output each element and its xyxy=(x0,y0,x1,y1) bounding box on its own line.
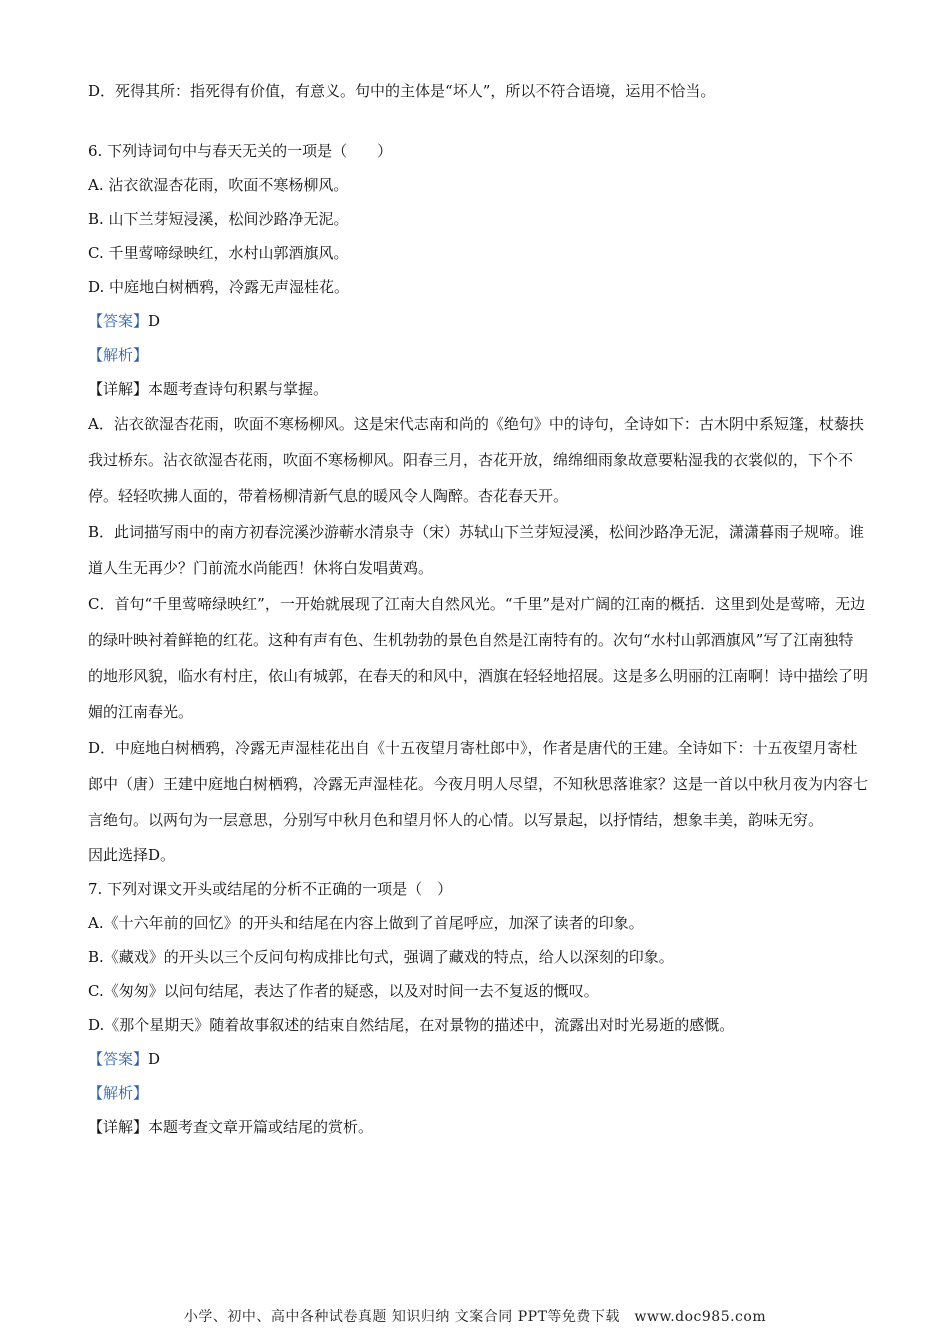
detail-intro: 本题考查诗句积累与掌握。 xyxy=(148,380,329,398)
question-6-option-b: B. 山下兰芽短浸溪，松间沙路净无泥。 xyxy=(88,210,349,228)
question-7-option-c: C.《匆匆》以问句结尾，表达了作者的疑惑，以及对时间一去不复返的慨叹。 xyxy=(88,982,599,1000)
question-7-detail xyxy=(88,1110,868,1144)
question-6-analysis-d: D．中庭地白树栖鸦，冷露无声湿桂花出自《十五夜望月寄杜郎中》，作者是唐代的王建。全诗如下：十五夜望月寄杜郎中（唐）王建中庭地白树栖鸦，冷露无声湿桂花。今夜月明人尽望，不知秋思落谁家？这是一首以中秋月夜为内容七言绝句。以两句为一层意思，分别写中秋月色和望月怀人的心情。以写景起，以抒情结，想象丰美，韵味无穷。 xyxy=(88,739,869,829)
detail-tag: 【详解】 xyxy=(88,380,149,398)
question-6-analysis-heading xyxy=(88,338,868,372)
answer-value: D xyxy=(148,312,161,330)
question-6-option-c: C. 千里莺啼绿映红，水村山郭酒旗风。 xyxy=(88,244,349,262)
question-6-option-a: A. 沾衣欲湿杏花雨，吹面不寒杨柳风。 xyxy=(88,176,349,194)
question-6-analysis-b: B．此词描写雨中的南方初春浣溪沙游蕲水清泉寺（宋）苏轼山下兰芽短浸溪，松间沙路净无泥，潇潇暮雨子规啼。谁道人生无再少？门前流水尚能西！休将白发唱黄鸡。 xyxy=(88,523,865,577)
document-content xyxy=(88,74,868,1144)
question-6-answer xyxy=(88,304,868,338)
question-7-answer xyxy=(88,1042,868,1076)
answer-tag: 【答案】 xyxy=(88,1050,149,1068)
detail-tag: 【详解】 xyxy=(88,1118,149,1136)
question-7-option-d: D.《那个星期天》随着故事叙述的结束自然结尾，在对景物的描述中，流露出对时光易逝的感慨。 xyxy=(88,1016,735,1034)
analysis-tag: 【解析】 xyxy=(88,346,149,364)
question-6-stem: 6. 下列诗词句中与春天无关的一项是（ ） xyxy=(88,142,393,160)
question-6-conclusion: 因此选择D。 xyxy=(88,846,176,864)
analysis-tag: 【解析】 xyxy=(88,1084,149,1102)
question-7-analysis-heading xyxy=(88,1076,868,1110)
question-6-option-d: D. 中庭地白树栖鸦，冷露无声湿桂花。 xyxy=(88,278,350,296)
detail-intro: 本题考查文章开篇或结尾的赏析。 xyxy=(148,1118,374,1136)
answer-tag: 【答案】 xyxy=(88,312,149,330)
question-7-stem: 7. 下列对课文开头或结尾的分析不正确的一项是（ ） xyxy=(88,880,453,898)
question-7-option-b: B.《藏戏》的开头以三个反问句构成排比句式，强调了藏戏的特点，给人以深刻的印象。 xyxy=(88,948,674,966)
question-6-analysis-c: C．首句“千里莺啼绿映红”，一开始就展现了江南大自然风光。“千里”是对广阔的江南的概括．这里到处是莺啼，无边的绿叶映衬着鲜艳的红花。这种有声有色、生机勃勃的景色自然是江南特有的。次句“水村山郭酒旗风”写了江南独特的地形风貌，临水有村庄，依山有城郭，在春天的和风中，酒旗在轻轻地招展。这是多么明丽的江南啊！诗中描绘了明媚的江南春光。 xyxy=(88,595,869,721)
q5-option-d-analysis: D．死得其所：指死得有价值，有意义。句中的主体是“坏人”，所以不符合语境，运用不恰当。 xyxy=(88,82,716,100)
question-6 xyxy=(88,134,868,872)
section-gap xyxy=(88,108,868,134)
page-footer: 小学、初中、高中各种试卷真题 知识归纳 文案合同 PPT等免费下载 www.doc985.com xyxy=(183,1309,767,1325)
question-6-analysis-a: A．沾衣欲湿杏花雨，吹面不寒杨柳风。这是宋代志南和尚的《绝句》中的诗句，全诗如下：古木阴中系短篷，杖藜扶我过桥东。沾衣欲湿杏花雨，吹面不寒杨柳风。阳春三月，杏花开放，绵绵细雨象故意要粘湿我的衣裳似的，下个不停。轻轻吹拂人面的，带着杨柳清新气息的暖风令人陶醉。杏花春天开。 xyxy=(88,415,864,505)
question-7-option-a: A.《十六年前的回忆》的开头和结尾在内容上做到了首尾呼应，加深了读者的印象。 xyxy=(88,914,644,932)
question-6-detail xyxy=(88,372,868,406)
answer-value: D xyxy=(148,1050,161,1068)
question-7 xyxy=(88,872,868,1144)
